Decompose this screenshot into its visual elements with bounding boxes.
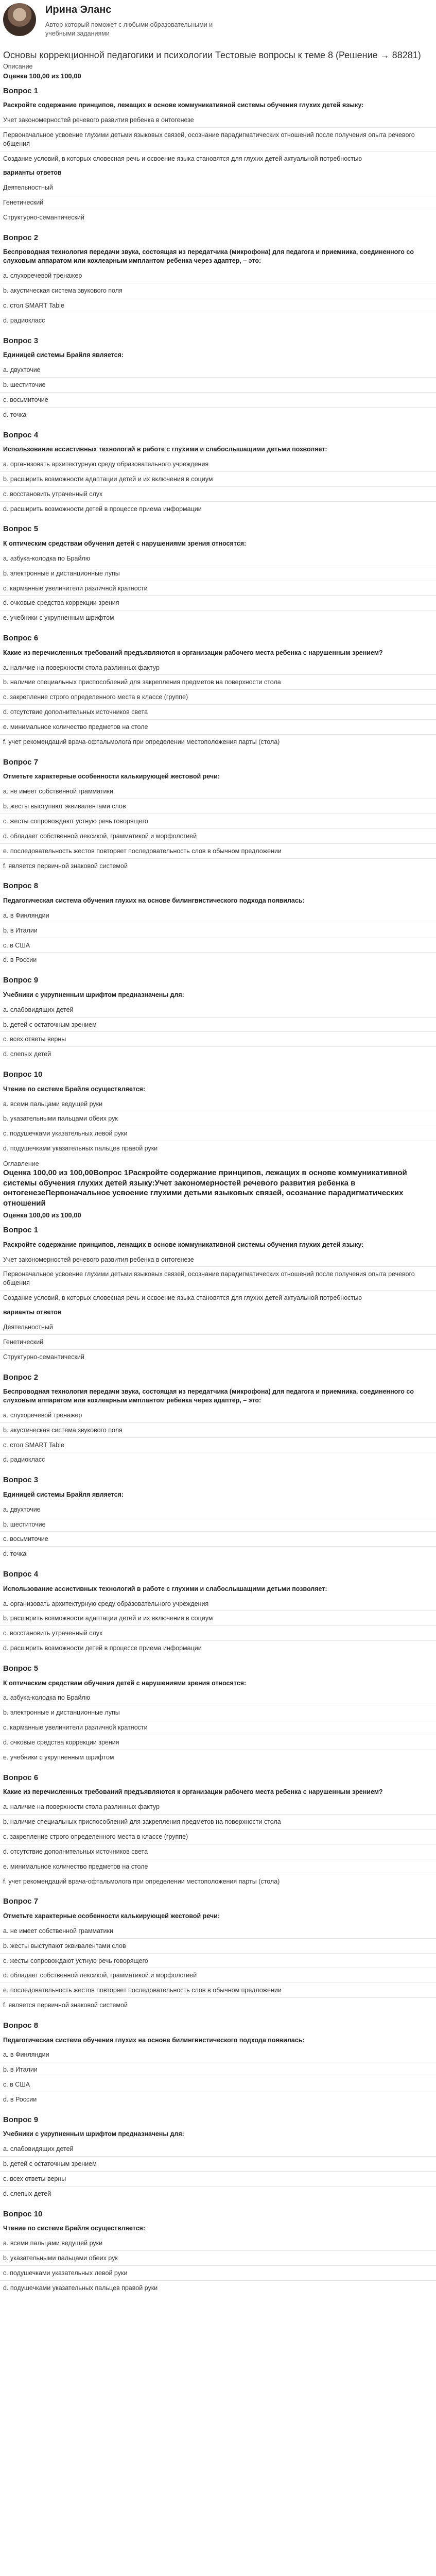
question-block <box>0 1225 436 1364</box>
answer-options <box>0 1690 436 1764</box>
question-number: Вопрос 7 <box>3 757 39 767</box>
answer-option: c. карманные увеличители различной кратности <box>0 581 436 596</box>
variant-option: Генетический <box>0 1335 436 1350</box>
questions-section-second <box>0 1225 436 2295</box>
variant-option: Деятельностный <box>0 1320 436 1335</box>
question-number: Вопрос 8 <box>3 882 39 891</box>
summary-text: Оценка 100,00 из 100,00Вопрос 1Раскройте содержание принципов, лежащих в основе коммуникативной системы обучения глухих детей языку:Учет закономерностей речевого развития ребенка в онтогенезеПервоначальное усвоение глухими детьми языковых связей, осознание парадигматических отношений <box>3 1168 407 1208</box>
question-number: Вопрос 9 <box>3 976 39 985</box>
answer-option: Учет закономерностей речевого развития ребенка в онтогенезе <box>0 113 436 128</box>
author-name[interactable]: Ирина Эланс <box>45 4 112 15</box>
answer-option: d. радиокласс <box>3 1456 45 1464</box>
question-number: Вопрос 1 <box>3 86 39 95</box>
answer-option: d. обладает собственной лексикой, грамматикой и морфологией <box>0 829 436 844</box>
answer-option: d. точка <box>3 1550 27 1558</box>
question-number: Вопрос 10 <box>3 2209 43 2218</box>
answer-option: d. слепых детей <box>3 1050 51 1058</box>
answer-option: a. организовать архитектурную среду образовательного учреждения <box>0 1597 436 1612</box>
question-block <box>0 1372 436 1467</box>
work-title: Основы коррекционной педагогики и психологии Тестовые вопросы к теме 8 (Решение → 88281) <box>3 50 421 60</box>
variant-option: Структурно-семантический <box>3 1353 84 1361</box>
answer-option: a. слухоречевой тренажер <box>0 1408 436 1423</box>
answer-option: a. наличие на поверхности стола разлинных фактур <box>0 660 436 675</box>
author-avatar[interactable] <box>3 3 36 36</box>
question-number: Вопрос 8 <box>3 2021 39 2030</box>
answer-options <box>0 1252 436 1306</box>
answer-options <box>0 1800 436 1888</box>
answer-option: c. подушечками указательных левой руки <box>0 2266 436 2281</box>
question-block <box>0 1664 436 1765</box>
answer-options <box>0 113 436 166</box>
question-text: Использование ассистивных технологий в работе с глухими и слабослышащими детьми позволяет: <box>3 446 327 453</box>
variant-option: Структурно-семантический <box>3 214 84 222</box>
question-block <box>0 524 436 625</box>
question-block <box>0 86 436 225</box>
answer-options <box>0 1003 436 1062</box>
question-number: Вопрос 6 <box>3 634 39 643</box>
answer-option: c. подушечками указательных левой руки <box>0 1126 436 1141</box>
answer-option: b. шеститочие <box>0 378 436 393</box>
answer-option: f. является первичной знаковой системой <box>3 862 128 870</box>
answer-option: b. в Италии <box>0 923 436 938</box>
question-text: Единицей системы Брайля является: <box>3 1490 124 1498</box>
answer-option: b. акустическая система звукового поля <box>0 1423 436 1438</box>
answer-option: b. жесты выступают эквивалентами слов <box>0 799 436 814</box>
answer-option: e. минимальное количество предметов на столе <box>0 1859 436 1874</box>
author-info <box>45 3 231 38</box>
answer-option: d. расширить возможности детей в процессе приема информации <box>3 1645 202 1652</box>
answer-option: d. отсутствие дополнительных источников света <box>0 1844 436 1859</box>
answer-option: b. наличие специальных приспособлений для закрепления предметов на поверхности стола <box>0 1815 436 1829</box>
answer-option: a. наличие на поверхности стола разлинных фактур <box>0 1800 436 1815</box>
question-number: Вопрос 2 <box>3 1372 39 1382</box>
question-number: Вопрос 1 <box>3 1226 39 1235</box>
answer-options <box>0 1924 436 2012</box>
question-block <box>0 336 436 422</box>
answer-option: a. всеми пальцами ведущей руки <box>0 1097 436 1112</box>
question-number: Вопрос 9 <box>3 2115 39 2124</box>
answer-option: b. акустическая система звукового поля <box>0 283 436 298</box>
answer-option: c. закрепление строго определенного места в классе (группе) <box>0 690 436 705</box>
answer-option: c. всех ответы верны <box>0 1032 436 1047</box>
answer-option: b. электронные и дистанционные лупы <box>0 1705 436 1720</box>
answer-option: f. учет рекомендаций врача-офтальмолога при определении местоположения парты (стола) <box>3 738 280 745</box>
answer-options <box>0 363 436 422</box>
question-text: Какие из перечисленных требований предъявляются к организации рабочего места ребенка с нарушенным зрением? <box>3 649 383 656</box>
answer-options <box>0 1597 436 1656</box>
answer-option: e. учебники с укрупненным шрифтом <box>3 614 114 622</box>
answer-option: c. карманные увеличители различной кратности <box>0 1720 436 1735</box>
answer-option: e. последовательность жестов повторяет последовательность слов в обычном предложении <box>0 1983 436 1998</box>
question-text: Учебники с укрупненным шрифтом предназначены для: <box>3 2130 184 2138</box>
answer-option: c. всех ответы верны <box>0 2172 436 2187</box>
question-block <box>0 2115 436 2201</box>
question-text: Единицей системы Брайля является: <box>3 351 124 359</box>
question-block <box>0 757 436 873</box>
answer-option: a. организовать архитектурную среду образовательного учреждения <box>0 457 436 472</box>
question-block <box>0 233 436 328</box>
answer-option: f. учет рекомендаций врача-офтальмолога при определении местоположения парты (стола) <box>3 1877 280 1885</box>
question-text: К оптическим средствам обучения детей с нарушениями зрения относятся: <box>3 539 247 547</box>
question-block <box>0 881 436 967</box>
author-header <box>0 0 436 46</box>
answer-option: e. последовательность жестов повторяет последовательность слов в обычном предложении <box>0 844 436 859</box>
question-number: Вопрос 4 <box>3 1570 39 1579</box>
answer-option: Учет закономерностей речевого развития ребенка в онтогенезе <box>0 1252 436 1267</box>
answer-options <box>0 268 436 328</box>
answer-options <box>0 1502 436 1562</box>
question-text: Учебники с укрупненным шрифтом предназначены для: <box>3 991 184 998</box>
answer-options <box>0 660 436 749</box>
answer-option: d. обладает собственной лексикой, грамматикой и морфологией <box>0 1968 436 1983</box>
answer-option: d. в России <box>3 956 37 964</box>
question-text: Отметьте характерные особенности калькирующей жестовой речи: <box>3 773 220 781</box>
question-number: Вопрос 7 <box>3 1897 39 1906</box>
question-number: Вопрос 5 <box>3 524 39 534</box>
answer-option: Первоначальное усвоение глухими детьми языковых связей, осознание парадигматических отношений после получения опыта речевого общения <box>0 128 436 151</box>
answer-option: b. шеститочие <box>0 1517 436 1532</box>
question-block <box>0 2209 436 2295</box>
answer-options <box>0 551 436 625</box>
answer-option: a. в Финляндии <box>0 2047 436 2062</box>
answer-option: a. двухточие <box>0 363 436 378</box>
answer-option: b. электронные и дистанционные лупы <box>0 566 436 581</box>
question-block <box>0 975 436 1061</box>
question-block <box>0 1773 436 1889</box>
answer-option: d. подушечками указательных пальцев правой руки <box>3 2284 158 2292</box>
variant-option: Деятельностный <box>0 180 436 195</box>
question-text: Чтение по системе Брайля осуществляется: <box>3 2225 145 2232</box>
answer-option: a. слабовидящих детей <box>0 1003 436 1018</box>
question-text: К оптическим средствам обучения детей с нарушениями зрения относятся: <box>3 1679 247 1687</box>
answer-option: b. детей с остаточным зрением <box>0 1018 436 1032</box>
answer-option: d. слепых детей <box>3 2190 51 2197</box>
answer-option: a. азбука-колодка по Брайлю <box>0 1690 436 1705</box>
question-number: Вопрос 5 <box>3 1664 39 1673</box>
answer-option: d. очковые средства коррекции зрения <box>0 596 436 611</box>
question-number: Вопрос 3 <box>3 1476 39 1485</box>
grade-line-repeat: Оценка 100,00 из 100,00 <box>3 1211 81 1219</box>
question-block <box>0 633 436 749</box>
summary-label: Оглавление <box>3 1160 39 1168</box>
question-block <box>0 2021 436 2107</box>
answer-option: a. в Финляндии <box>0 908 436 923</box>
answer-option: d. в России <box>3 2096 37 2104</box>
answer-option: c. стол SMART Table <box>0 298 436 313</box>
question-text: Отметьте характерные особенности калькирующей жестовой речи: <box>3 1912 220 1920</box>
question-block <box>0 1070 436 1156</box>
variants-label: варианты ответов <box>3 169 62 177</box>
answer-option: a. слабовидящих детей <box>0 2142 436 2157</box>
question-text: Какие из перечисленных требований предъявляются к организации рабочего места ребенка с нарушенным зрением? <box>3 1788 383 1796</box>
question-block <box>0 1569 436 1655</box>
answer-option: c. в США <box>0 938 436 953</box>
grade-line: Оценка 100,00 из 100,00 <box>3 72 81 80</box>
answer-option: c. закрепление строго определенного места в классе (группе) <box>0 1829 436 1844</box>
variant-options <box>0 1320 436 1364</box>
answer-option: Создание условий, в которых словесная речь и освоение языка становятся для глухих детей актуальной потребностью <box>3 155 362 162</box>
answer-options <box>0 1408 436 1467</box>
question-block <box>0 1475 436 1561</box>
answer-option: d. подушечками указательных пальцев правой руки <box>3 1145 158 1153</box>
answer-option: d. расширить возможности детей в процессе приема информации <box>3 505 202 513</box>
answer-option: a. всеми пальцами ведущей руки <box>0 2236 436 2251</box>
answer-option: d. точка <box>3 411 27 418</box>
question-number: Вопрос 3 <box>3 336 39 345</box>
variants-label: варианты ответов <box>3 1309 62 1316</box>
variant-options <box>0 180 436 225</box>
answer-option: a. не имеет собственной грамматики <box>0 1924 436 1939</box>
answer-option: b. наличие специальных приспособлений для закрепления предметов на поверхности стола <box>0 675 436 690</box>
question-text: Использование ассистивных технологий в работе с глухими и слабослышащими детьми позволяет: <box>3 1585 327 1592</box>
question-text: Раскройте содержание принципов, лежащих в основе коммуникативной системы обучения глухих детей языку: <box>3 1241 364 1248</box>
question-number: Вопрос 10 <box>3 1070 43 1079</box>
question-text: Раскройте содержание принципов, лежащих в основе коммуникативной системы обучения глухих детей языку: <box>3 101 364 109</box>
answer-options <box>0 457 436 516</box>
answer-option: c. восстановить утраченный слух <box>0 1626 436 1641</box>
answer-option: a. слухоречевой тренажер <box>0 268 436 283</box>
answer-option: c. жесты сопровождают устную речь говорящего <box>0 814 436 829</box>
question-text: Педагогическая система обучения глухих на основе билингвистического подхода появилась: <box>3 2036 305 2044</box>
answer-options <box>0 2047 436 2107</box>
answer-options <box>0 908 436 968</box>
answer-option: b. жесты выступают эквивалентами слов <box>0 1939 436 1954</box>
variant-option: Генетический <box>0 195 436 210</box>
answer-option: b. в Италии <box>0 2062 436 2077</box>
answer-options <box>0 784 436 873</box>
answer-option: b. расширить возможности адаптации детей и их включения в социум <box>0 472 436 487</box>
answer-option: c. восьмиточие <box>0 393 436 408</box>
answer-options <box>0 2142 436 2201</box>
author-description: Автор который поможет с любыми образовательными и учебными заданиями <box>45 21 213 37</box>
answer-option: Создание условий, в которых словесная речь и освоение языка становятся для глухих детей актуальной потребностью <box>3 1294 362 1302</box>
answer-option: d. отсутствие дополнительных источников света <box>0 705 436 720</box>
question-text: Беспроводная технология передачи звука, состоящая из передатчика (микрофона) для педагога и приемника, соединенного со слуховым аппаратом или кохлеарным имплантом ребенка через адаптер, – это: <box>3 1388 414 1404</box>
questions-section-first <box>0 86 436 1156</box>
answer-options <box>0 1097 436 1156</box>
question-text: Чтение по системе Брайля осуществляется: <box>3 1085 145 1093</box>
answer-option: f. является первичной знаковой системой <box>3 2002 128 2009</box>
answer-option: e. учебники с укрупненным шрифтом <box>3 1753 114 1761</box>
answer-option: a. азбука-колодка по Брайлю <box>0 551 436 566</box>
description-label: Описание <box>3 63 33 71</box>
answer-option: b. указательными пальцами обеих рук <box>0 1111 436 1126</box>
question-number: Вопрос 4 <box>3 430 39 439</box>
answer-option: c. восстановить утраченный слух <box>0 487 436 502</box>
question-text: Беспроводная технология передачи звука, состоящая из передатчика (микрофона) для педагога и приемника, соединенного со слуховым аппаратом или кохлеарным имплантом ребенка через адаптер, – это: <box>3 248 414 265</box>
answer-option: b. указательными пальцами обеих рук <box>0 2251 436 2266</box>
question-number: Вопрос 6 <box>3 1773 39 1782</box>
answer-option: d. очковые средства коррекции зрения <box>0 1735 436 1750</box>
answer-option: c. в США <box>0 2077 436 2092</box>
answer-option: c. стол SMART Table <box>0 1438 436 1453</box>
answer-options <box>0 2236 436 2295</box>
question-block <box>0 1896 436 2012</box>
answer-option: c. восьмиточие <box>0 1532 436 1547</box>
question-block <box>0 430 436 516</box>
answer-option: e. минимальное количество предметов на столе <box>0 720 436 735</box>
answer-option: a. не имеет собственной грамматики <box>0 784 436 799</box>
answer-option: c. жесты сопровождают устную речь говорящего <box>0 1954 436 1969</box>
question-number: Вопрос 2 <box>3 233 39 242</box>
answer-option: Первоначальное усвоение глухими детьми языковых связей, осознание парадигматических отношений после получения опыта речевого общения <box>0 1267 436 1291</box>
question-text: Педагогическая система обучения глухих на основе билингвистического подхода появилась: <box>3 896 305 904</box>
answer-option: b. расширить возможности адаптации детей и их включения в социум <box>0 1611 436 1626</box>
answer-option: d. радиокласс <box>3 316 45 324</box>
answer-option: a. двухточие <box>0 1502 436 1517</box>
answer-option: b. детей с остаточным зрением <box>0 2157 436 2172</box>
